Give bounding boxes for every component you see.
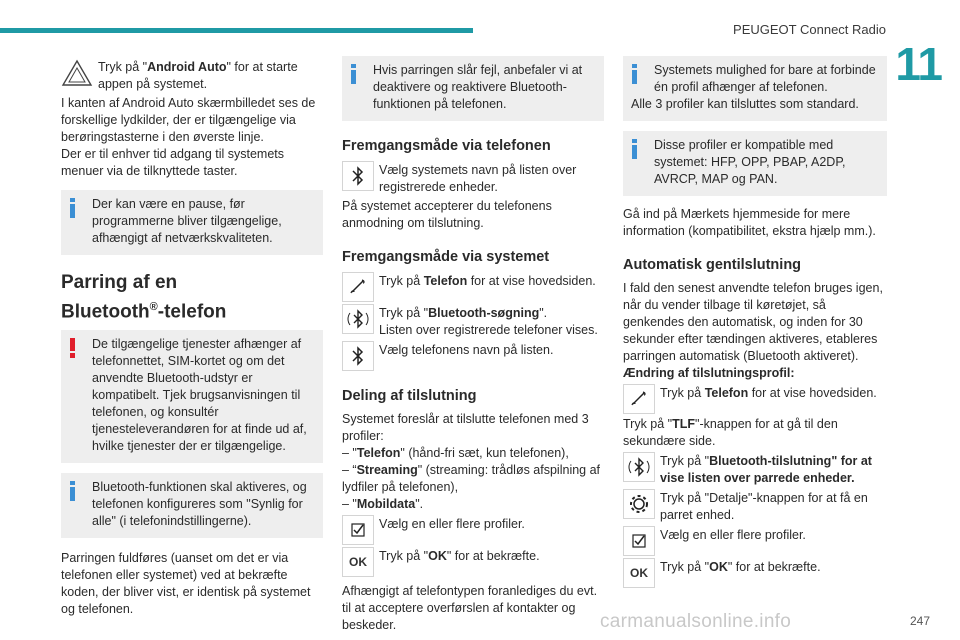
paragraph: Der er til enhver tid adgang til systemets menuer via de tilknyttede taster. — [61, 147, 285, 178]
step: Tryk på Telefon for at vise hovedsiden. — [623, 384, 887, 414]
info-icon — [349, 64, 359, 89]
step: Vælg systemets navn på listen over registrerede enheder. — [342, 161, 604, 196]
watermark: carmanualsonline.info — [600, 611, 792, 632]
phone-handset-icon — [623, 384, 655, 414]
step: Tryk på "Detalje"-knappen for at få en parret enhed. — [623, 489, 887, 524]
android-auto-warning-icon — [61, 58, 93, 88]
phone-handset-icon — [342, 272, 374, 302]
header-accent-bar — [0, 28, 473, 33]
column-1 — [61, 56, 323, 618]
info-icon — [630, 139, 640, 164]
step: Tryk på Telefon for at vise hovedsiden. — [342, 272, 604, 302]
subheading: Ændring af tilslutningsprofil: — [623, 366, 795, 380]
step-android-auto-text: Tryk på "Android Auto" for at starte appen på systemet. — [98, 60, 298, 91]
bluetooth-search-icon — [623, 452, 655, 482]
info-icon — [630, 64, 640, 89]
step: Vælg en eller flere profiler. — [623, 526, 887, 556]
paragraph: Tryk på "TLF"-knappen for at gå til den sekundære side. — [623, 417, 838, 448]
warning-box: De tilgængelige tjenester afhænger af telefonnettet, SIM-kortet og om det anvendte Bluetooth-udstyr er kompatibelt. Tjek brugsanvisningen til telefonen, og konsultér tjenesteleverandøren for at finde ud af, hvilke tjenester der er tilgængelige. — [61, 330, 323, 463]
step: Vælg en eller flere profiler. — [342, 515, 604, 545]
section-heading: Deling af tilslutning — [342, 388, 477, 404]
gear-icon — [623, 489, 655, 519]
step: OK Tryk på "OK" for at bekræfte. — [342, 547, 604, 577]
checkbox-icon — [623, 526, 655, 556]
page-number: 247 — [909, 614, 930, 628]
ok-button-icon: OK — [623, 558, 655, 588]
bluetooth-icon — [342, 161, 374, 191]
paragraph: Parringen fuldføres (uanset om det er via telefonen eller systemet) ved at bekræfte koden, der bliver vist, er identisk på systemet og telefonen. — [61, 551, 311, 617]
column-3 — [623, 56, 887, 590]
step: Tryk på "Bluetooth-tilslutning" for at vise listen over parrede enheder. — [623, 452, 887, 487]
paragraph: Afhængigt af telefontypen foranlediges du evt. til at acceptere overførslen af kontakter og beskeder. — [342, 584, 598, 632]
paragraph: I fald den senest anvendte telefon bruges igen, når du vender tilbage til køretøjet, så genkendes den automatisk, og inden for 30 sekunder efter tændingen aktiveres, etableres parringen automatisk (Bluetooth aktiveret). — [623, 281, 883, 363]
column-2 — [342, 56, 604, 634]
info-box: Der kan være en pause, før programmerne bliver tilgængelige, afhængigt af netværkskvaliteten. — [61, 190, 323, 255]
step: OK Tryk på "OK" for at bekræfte. — [623, 558, 887, 588]
step: Tryk på "Bluetooth-søgning". Listen over registrerede telefoner vises. — [342, 304, 604, 339]
section-heading: Automatisk gentilslutning — [623, 257, 802, 273]
warning-icon — [68, 338, 78, 363]
info-box: Disse profiler er kompatible med systemet: HFP, OPP, PBAP, A2DP, AVRCP, MAP og PAN. — [623, 131, 887, 196]
ok-button-icon: OK — [342, 547, 374, 577]
list-item: – "Telefon" (hånd-fri sæt, kun telefonen), — [342, 446, 569, 460]
bluetooth-icon — [342, 341, 374, 371]
section-heading: Fremgangsmåde via telefonen — [342, 138, 551, 154]
list-item: – “Streaming" (streaming: trådløs afspilning af lydfiler på telefonen), — [342, 463, 601, 494]
section-heading-pairing: Parring af en Bluetooth®-telefon — [61, 272, 227, 323]
paragraph: Systemet foreslår at tilslutte telefonen med 3 profiler: — [342, 412, 589, 443]
info-icon — [68, 198, 78, 223]
paragraph: Gå ind på Mærkets hjemmeside for mere information (kompatibilitet, ekstra hjælp mm.). — [623, 207, 876, 238]
list-item: – "Mobildata". — [342, 497, 424, 511]
info-icon — [68, 481, 78, 506]
paragraph: I kanten af Android Auto skærmbilledet ses de forskellige lydkilder, der er tilgængelige via berøringstasterne i den øverste linje. — [61, 96, 316, 144]
info-box: Bluetooth-funktionen skal aktiveres, og telefonen konfigureres som "Synlig for alle" (i telefonindstillingerne). — [61, 473, 323, 538]
step: Vælg telefonens navn på listen. — [342, 341, 604, 371]
checkbox-icon — [342, 515, 374, 545]
section-heading: Fremgangsmåde via systemet — [342, 249, 550, 265]
info-box: Systemets mulighed for bare at forbinde én profil afhænger af telefonen. Alle 3 profiler kan tilsluttes som standard. — [623, 56, 887, 121]
step-android-auto — [61, 58, 323, 93]
bluetooth-search-icon — [342, 304, 374, 334]
paragraph: På systemet accepterer du telefonens anmodning om tilslutning. — [342, 199, 552, 230]
info-box: Hvis parringen slår fejl, anbefaler vi at deaktivere og reaktivere Bluetooth-funktionen på telefonen. — [342, 56, 604, 121]
chapter-number: 11 — [895, 38, 942, 90]
header-title: PEUGEOT Connect Radio — [733, 22, 886, 37]
